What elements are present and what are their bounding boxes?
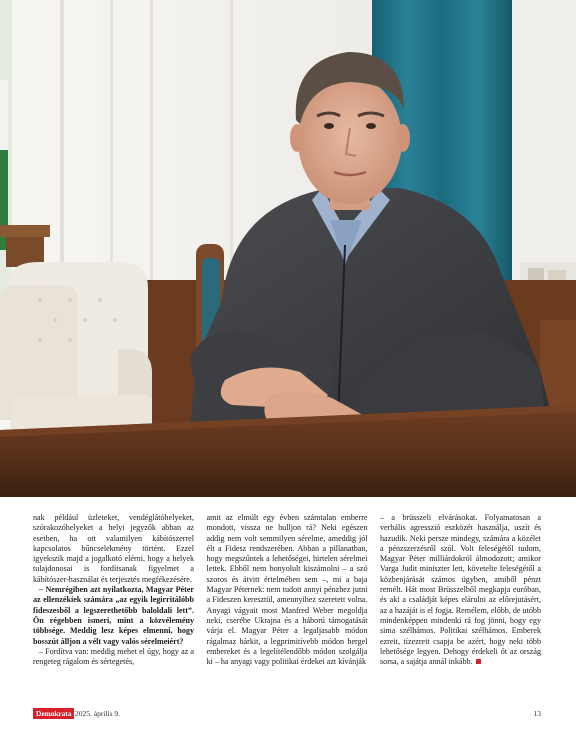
paragraph-text: – a brüsszeli elvárásokat. Folyamatosan a verbális agresszió eszközét használja, uszít és hazudik. Neki persze mindegy, számára a közélet a pénzszerzésről szól. Volt feleségétől tudom, Magyar Péter milliárdokról álmodozott; amikor Varga Judit miniszter lett, követelte feleségétől a közbenjárását számos ügyben, amiből pénzt remélt. Hát most Brüsszelből megkapja euróban, és aki a családját képes elárulni az előrejutásért, az a hazáját is el fogja. Remélem, előbb, de utóbb mindenképpen mindenki rá fog jönni, hogy egy sima szélhámos. Politikai szélhámos. Emberek ezreit, tízezreit csapja be azért, hogy neki több lehetősége legyen. Dehogy érdekeli őt az ország sorsa, a sajátja annál inkább.: [380, 513, 541, 667]
article-column-2: [207, 513, 368, 691]
page-number: 13: [533, 709, 541, 718]
paragraph: – Fordítva van: meddig mehet el úgy, hogy az a rengeteg rágalom és sértegetés,: [33, 646, 194, 667]
paragraph: amit az elmúlt egy évben számtalan emberre mondott, vissza ne hulljon rá? Neki egészen addig nem volt semmilyen sérelme, ameddig jól élt a Fidesz rendszerében. Abban a pillanatban, hogy megszűntek a lehetőségei, hirtelen sérelmei lettek. Ebből nem bonyolult kiszámolni – a szó szoros és átvitt értelmében sem –, mi a baja Magyar Péternek: nem tudott annyi pénzhez jutni a Fideszen keresztül, amennyihez szeretett volna. Anyagi vágyait most Manfred Weber megoldja neki, cserébe Ukrajna és a háború támogatását várja el. Magyar Péter a legaljasabb módon rágalmaz bárkit, a legprimitívebb módon hergel embereket és a legelítélendőbb módon szolgálja ki – ha anyagi vagy politikai érdekei azt kívánják: [206, 513, 368, 667]
article-body: [33, 513, 541, 691]
paragraph: nak például üzleteket, vendéglátóhelyeket, szórakozóhelyeket a helyi jegyzők abban az esetben, ha ott valamilyen kábítószerrel kapcsolatos bűncselekmény történt. Ezzel igyekszik majd a jogalkotó elérni, hogy a helyek tulajdonosai is fordítsanak figyelmet a kábítószer-használat és terjesztés megfékezésére.: [33, 513, 194, 584]
issue-date: 2025. április 9.: [75, 709, 120, 718]
page-footer: [33, 708, 541, 720]
article-column-3: [380, 513, 541, 691]
article-column-1: [33, 513, 194, 691]
paragraph: [380, 513, 541, 667]
interview-question: – Nemrégiben azt nyilatkozta, Magyar Péter az ellenzékiek számára „az egyik legirritálóbb fideszesből a legszerethetőbb baloldali lett”. Ön régebben ismeri, mint a közvélemény többsége. Meddig lesz képes elmenni, hogy bosszút álljon a vélt vagy valós sérelmeiért?: [33, 585, 194, 646]
end-of-article-mark: [476, 659, 481, 664]
magazine-logo: Demokrata: [33, 708, 74, 719]
